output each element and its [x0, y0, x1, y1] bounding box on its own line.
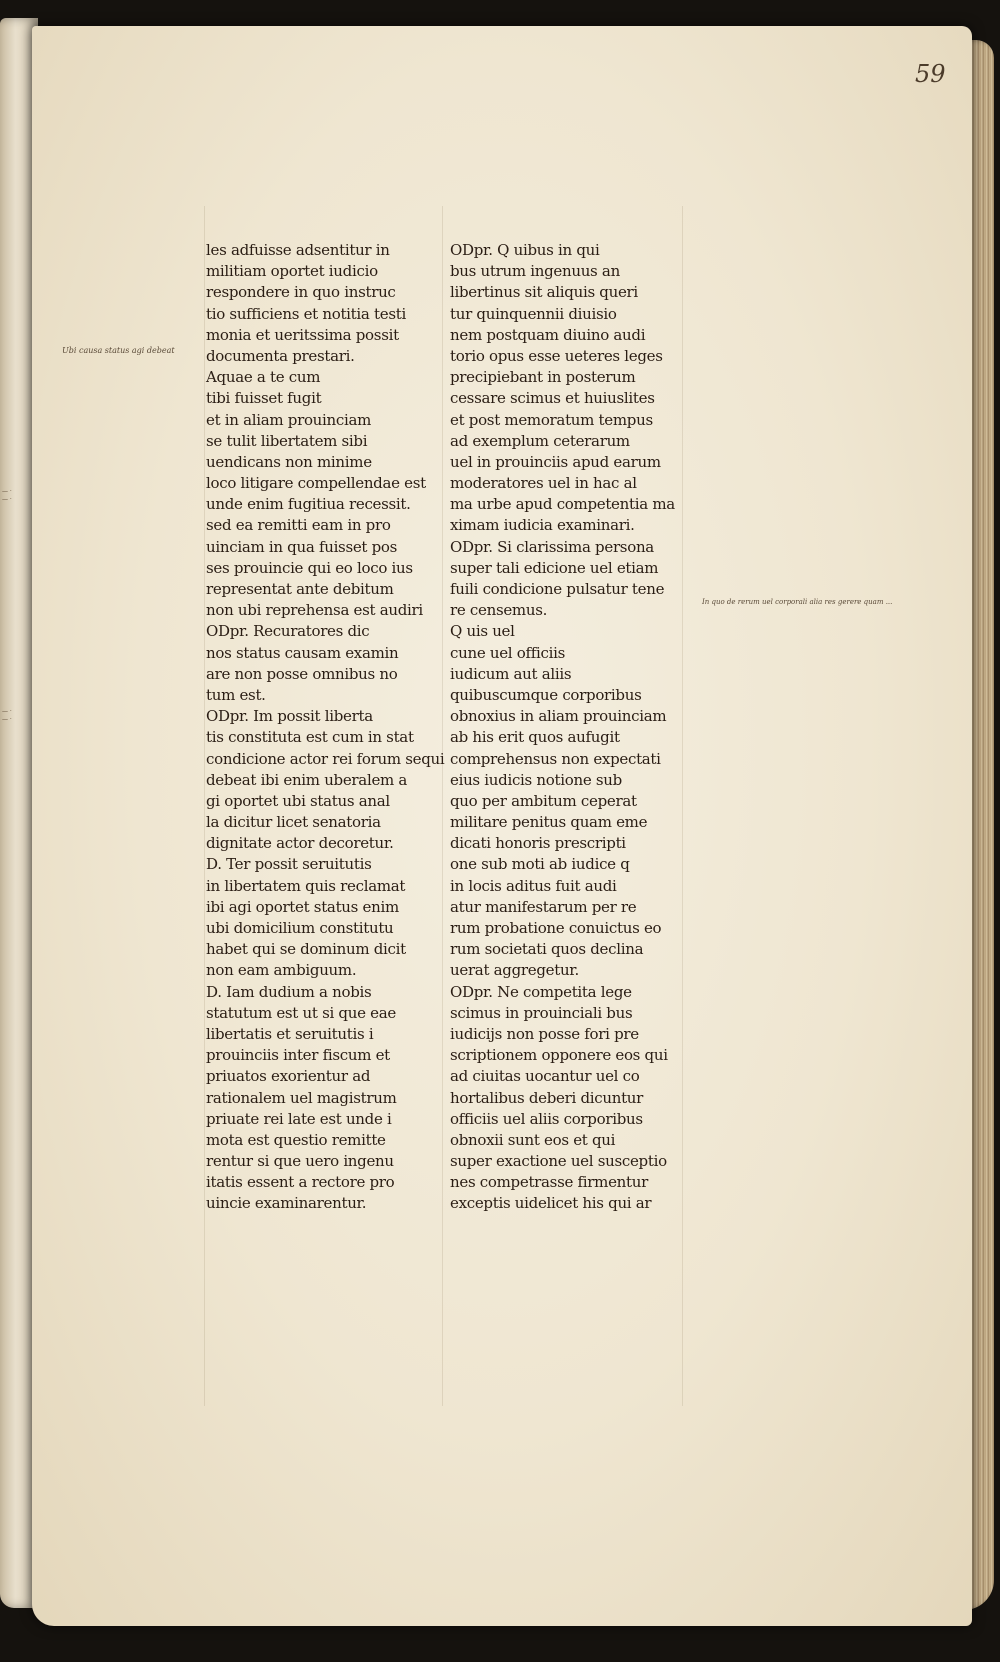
manuscript-line: documenta prestari. [206, 346, 355, 365]
manuscript-line: ODpr. Si clarissima persona [450, 537, 654, 556]
manuscript-line: cune uel officiis [450, 643, 565, 662]
manuscript-line: loco litigare compellendae est [206, 474, 426, 493]
manuscript-line: uel in prouinciis apud earum [450, 452, 661, 471]
manuscript-line: fuili condicione pulsatur tene [450, 580, 665, 598]
manuscript-line: la dicitur licet senatoria [206, 813, 381, 832]
manuscript-line: rentur si que uero ingenu [206, 1152, 394, 1171]
manuscript-line: non eam ambiguum. [206, 961, 357, 980]
manuscript-line: les adfuisse adsentitur in [206, 241, 390, 259]
manuscript-line: mota est questio remitte [206, 1130, 386, 1149]
manuscript-line: habet qui se dominum dicit [206, 940, 406, 959]
manuscript-line: itatis essent a rectore pro [206, 1173, 395, 1192]
manuscript-line: gi oportet ubi status anal [206, 791, 390, 810]
manuscript-line: D. Iam dudium a nobis [206, 982, 372, 1001]
manuscript-line: eius iudicis notione sub [450, 770, 622, 789]
manuscript-line: quibuscumque corporibus [450, 685, 642, 704]
manuscript-line: officiis uel aliis corporibus [450, 1109, 643, 1128]
ruling-line [442, 206, 443, 1406]
manuscript-line: et post memoratum tempus [450, 410, 653, 429]
text-column-right [450, 240, 675, 1215]
manuscript-line: are non posse omnibus no [206, 664, 398, 683]
manuscript-line: iudicum aut aliis [450, 664, 572, 683]
manuscript-line: quo per ambitum ceperat [450, 791, 637, 810]
manuscript-line: uinciam in qua fuisset pos [206, 537, 398, 556]
manuscript-line: atur manifestarum per re [450, 897, 637, 916]
manuscript-line: ubi domicilium constitutu [206, 919, 394, 937]
manuscript-line: obnoxius in aliam prouinciam [450, 707, 667, 726]
ruling-line [682, 206, 683, 1406]
manuscript-line: cessare scimus et huiuslites [450, 389, 655, 408]
manuscript-line: ad exemplum ceterarum [450, 431, 630, 450]
manuscript-line: et in aliam prouinciam [206, 410, 372, 429]
manuscript-line: hortalibus deberi dicuntur [450, 1088, 644, 1107]
manuscript-line: tio sufficiens et notitia testi [206, 304, 406, 323]
ruling-line [204, 206, 205, 1406]
manuscript-line: prouinciis inter fiscum et [206, 1046, 390, 1065]
manuscript-line: exceptis uidelicet his qui ar [450, 1194, 652, 1213]
manuscript-line: bus utrum ingenuus an [450, 262, 620, 281]
manuscript-line: nem postquam diuino audi [450, 325, 646, 344]
manuscript-line: ODpr. Ne competita lege [450, 982, 632, 1001]
manuscript-line: super tali edicione uel etiam [450, 558, 659, 577]
manuscript-line: dicati honoris prescripti [450, 834, 626, 853]
manuscript-line: in libertatem quis reclamat [206, 876, 406, 895]
manuscript-line: dignitate actor decoretur. [206, 834, 394, 853]
manuscript-line: torio opus esse ueteres leges [450, 346, 663, 365]
manuscript-line: uerat aggregetur. [450, 961, 579, 980]
manuscript-line: rum probatione conuictus eo [450, 919, 662, 937]
manuscript-line: comprehensus non expectati [450, 749, 661, 768]
text-column-left [206, 240, 445, 1215]
folio-number: 59 [915, 60, 946, 88]
sliver-note: — · — · [2, 708, 12, 723]
manuscript-line: ad ciuitas uocantur uel co [450, 1067, 640, 1086]
manuscript-line: libertatis et seruitutis i [206, 1024, 374, 1043]
manuscript-line: obnoxii sunt eos et qui [450, 1130, 616, 1149]
manuscript-line: tur quinquennii diuisio [450, 304, 617, 323]
manuscript-line: nes competrasse firmentur [450, 1173, 648, 1192]
manuscript-line: priuate rei late est unde i [206, 1109, 392, 1128]
manuscript-line: militiam oportet iudicio [206, 262, 378, 281]
manuscript-line: ODpr. Im possit liberta [206, 707, 373, 726]
manuscript-line: precipiebant in posterum [450, 368, 636, 387]
manuscript-line: representat ante debitum [206, 580, 394, 598]
manuscript-line: one sub moti ab iudice q [450, 855, 630, 874]
manuscript-line: monia et ueritssima possit [206, 325, 399, 344]
manuscript-line: in locis aditus fuit audi [450, 876, 617, 895]
manuscript-line: rum societati quos declina [450, 940, 644, 959]
manuscript-line: Q uis uel [450, 622, 515, 641]
margin-note-left: Ubi causa status agi debeat [62, 346, 175, 355]
manuscript-line: ODpr. Q uibus in qui [450, 241, 600, 259]
manuscript-line: Aquae a te cum [206, 368, 321, 387]
manuscript-line: debeat ibi enim uberalem a [206, 770, 408, 789]
manuscript-line: re censemus. [450, 601, 548, 620]
manuscript-line: uendicans non minime [206, 452, 372, 471]
manuscript-line: tibi fuisset fugit [206, 389, 322, 408]
manuscript-line: D. Ter possit seruitutis [206, 855, 372, 874]
manuscript-line: moderatores uel in hac al [450, 474, 637, 493]
manuscript-line: ibi agi oportet status enim [206, 897, 399, 916]
manuscript-line: condicione actor rei forum sequi [206, 749, 445, 768]
manuscript-line: scriptionem opponere eos qui [450, 1046, 668, 1065]
manuscript-line: ODpr. Recuratores dic [206, 622, 370, 641]
manuscript-line: nos status causam examin [206, 643, 399, 662]
manuscript-line: tis constituta est cum in stat [206, 728, 414, 747]
manuscript-line: sed ea remitti eam in pro [206, 516, 391, 535]
manuscript-line: rationalem uel magistrum [206, 1088, 397, 1107]
manuscript-line: statutum est ut si que eae [206, 1003, 396, 1022]
manuscript-line: non ubi reprehensa est audiri [206, 601, 423, 620]
manuscript-line: super exactione uel susceptio [450, 1152, 667, 1171]
manuscript-line: militare penitus quam eme [450, 813, 648, 832]
manuscript-line: se tulit libertatem sibi [206, 431, 368, 450]
manuscript-line: scimus in prouinciali bus [450, 1003, 633, 1022]
manuscript-line: uincie examinarentur. [206, 1194, 367, 1213]
manuscript-line: priuatos exorientur ad [206, 1067, 371, 1086]
manuscript-line: unde enim fugitiua recessit. [206, 495, 411, 514]
manuscript-line: iudicijs non posse fori pre [450, 1024, 639, 1043]
manuscript-line: respondere in quo instruc [206, 283, 396, 302]
margin-note-right: In quo de rerum uel corporali alia res gerere quam ... [702, 598, 893, 606]
manuscript-line: ximam iudicia examinari. [450, 516, 635, 535]
manuscript-line: tum est. [206, 685, 266, 704]
manuscript-line: ma urbe apud competentia ma [450, 495, 675, 514]
sliver-note: — · — · [2, 488, 12, 503]
manuscript-line: ab his erit quos aufugit [450, 728, 620, 747]
manuscript-line: libertinus sit aliquis queri [450, 283, 638, 302]
manuscript-line: ses prouincie qui eo loco ius [206, 558, 413, 577]
